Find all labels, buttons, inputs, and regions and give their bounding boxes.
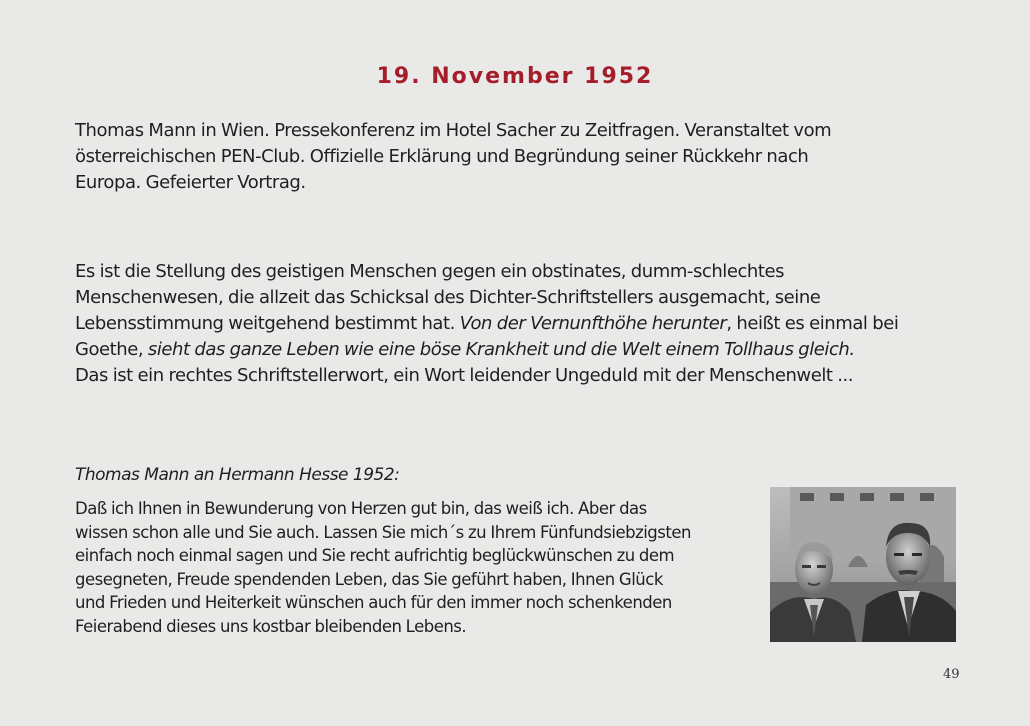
intro-line: Thomas Mann in Wien. Pressekonferenz im Hotel Sacher zu Zeitfragen. Veranstaltet vom bbox=[75, 120, 832, 141]
letter-quote bbox=[75, 497, 755, 639]
essay-quote-paragraph bbox=[75, 259, 955, 389]
letter-caption: Thomas Mann an Hermann Hesse 1952: bbox=[75, 465, 400, 485]
essay-text: , heißt es einmal bei bbox=[726, 313, 899, 334]
goethe-quote-italic: Von der Vernunfthöhe herunter bbox=[459, 313, 727, 334]
photo-hesse-and-mann bbox=[770, 487, 956, 642]
letter-line: einfach noch einmal sagen und Sie recht aufrichtig beglückwünschen zu dem bbox=[75, 546, 675, 566]
intro-paragraph bbox=[75, 118, 955, 196]
essay-line bbox=[75, 337, 955, 363]
essay-line: Menschenwesen, die allzeit das Schicksal des Dichter-Schriftstellers ausgemacht, seine bbox=[75, 287, 821, 308]
letter-line: gesegneten, Freude spendenden Leben, das Sie geführt haben, Ihnen Glück bbox=[75, 569, 663, 589]
intro-line: Europa. Gefeierter Vortrag. bbox=[75, 172, 306, 193]
essay-text: Lebensstimmung weitgehend bestimmt hat. bbox=[75, 313, 460, 334]
page-title: 19. November 1952 bbox=[376, 64, 654, 89]
letter-line: wissen schon alle und Sie auch. Lassen Sie mich´s zu Ihrem Fünfundsiebzigsten bbox=[75, 522, 691, 542]
intro-line: österreichischen PEN-Club. Offizielle Erklärung und Begründung seiner Rückkehr nach bbox=[75, 146, 809, 167]
letter-line: Daß ich Ihnen in Bewunderung von Herzen gut bin, das weiß ich. Aber das bbox=[75, 499, 647, 518]
goethe-quote-italic: sieht das ganze Leben wie eine böse Krankheit und die Welt einem Tollhaus gleich. bbox=[147, 339, 855, 360]
letter-line: und Frieden und Heiterkeit wünschen auch für den immer noch schenkenden bbox=[75, 593, 672, 613]
essay-line bbox=[75, 311, 955, 337]
essay-line: Das ist ein rechtes Schriftstellerwort, ein Wort leidender Ungeduld mit der Menschenwelt ... bbox=[75, 365, 854, 386]
page-number: 49 bbox=[943, 667, 960, 682]
essay-text: Goethe, bbox=[75, 339, 148, 360]
letter-line: Feierabend dieses uns kostbar bleibenden Lebens. bbox=[75, 616, 467, 636]
essay-line: Es ist die Stellung des geistigen Menschen gegen ein obstinates, dumm-schlechtes bbox=[75, 261, 785, 282]
